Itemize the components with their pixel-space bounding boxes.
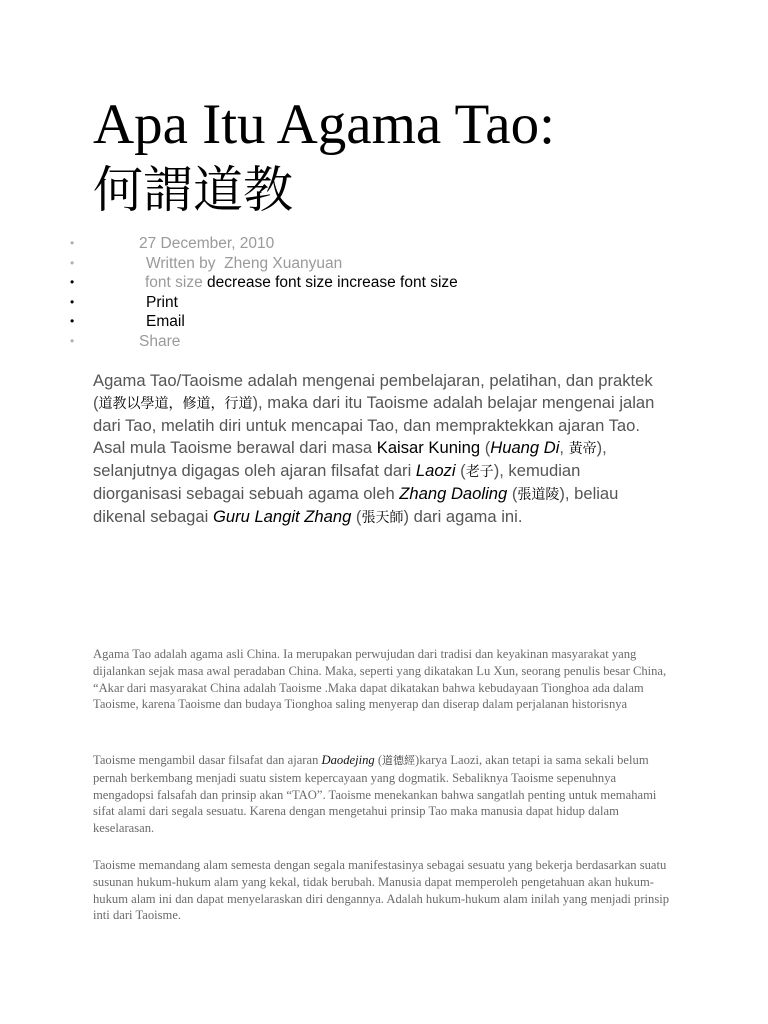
body-text: )karya Laozi, akan tetapi ia sama sekali belum pernah berkembang menjadi suatu sistem kepercayaan yang dogmatik. Sebaliknya Taoisme sepenuhnya mengadopsi falsafah dan prinsip akan “TAO”. Taoisme menekankan bahwa sangatlah penting untuk memahami sifat alami dari segala sesuatu. Karena dengan mengetahui prinsip Tao maka manusia dapat hidup dalam keselarasan. bbox=[93, 753, 657, 836]
meta-print-item bbox=[70, 293, 670, 313]
lead-paragraph bbox=[93, 370, 668, 529]
keyword-guru-langit-zhang: Guru Langit Zhang bbox=[212, 507, 352, 526]
body-text: Taoisme mengambil dasar filsafat dan ajaran bbox=[93, 753, 322, 767]
body-paragraph-2 bbox=[93, 752, 678, 837]
keyword-huang-di: Huang Di bbox=[490, 438, 560, 457]
meta-date-item bbox=[70, 234, 670, 254]
article-meta-list bbox=[70, 234, 670, 351]
keyword-laozi: Laozi bbox=[415, 461, 456, 480]
email-link[interactable]: Email bbox=[146, 313, 185, 330]
lead-text: ), beliau dikenal sebagai bbox=[93, 484, 619, 526]
lead-text: , bbox=[559, 438, 569, 457]
title-chinese: 何謂道教 bbox=[93, 161, 293, 219]
body-chinese-text: 道德經 bbox=[382, 754, 416, 767]
lead-chinese-text: 張道陵 bbox=[517, 487, 560, 503]
bullet-icon: • bbox=[70, 275, 75, 289]
keyword-zhang-daoling: Zhang Daoling bbox=[399, 484, 508, 503]
meta-font-size-item bbox=[70, 273, 670, 293]
author-line bbox=[146, 254, 342, 273]
bullet-icon: • bbox=[70, 333, 75, 348]
increase-font-link[interactable]: increase font size bbox=[337, 274, 458, 291]
lead-chinese-text: 老子 bbox=[465, 464, 494, 480]
font-size-controls bbox=[145, 273, 458, 292]
bullet-icon: • bbox=[70, 294, 75, 309]
bullet-icon: • bbox=[70, 255, 75, 270]
title-latin: Apa Itu Agama Tao: bbox=[93, 93, 555, 156]
print-link[interactable]: Print bbox=[146, 293, 178, 311]
lead-text: ( bbox=[507, 484, 518, 503]
bullet-icon: • bbox=[70, 236, 75, 250]
author-prefix: Written by bbox=[146, 254, 216, 272]
body-paragraph-1: Agama Tao adalah agama asli China. Ia merupakan perwujudan dari tradisi dan keyakinan masyarakat yang dijalankan sejak masa awal peradaban China. Maka, seperti yang dikatakan Lu Xun, seorang penulis besar China, “Akar dari masyarakat China adalah Taoisme .Maka dapat dikatakan bahwa kebudayaan Tionghoa ada dalam Taoisme, karena Taoisme dan budaya Tionghoa saling menyerap dan diserap dalam perjalanan historisnya bbox=[93, 647, 667, 712]
meta-email-item bbox=[70, 312, 670, 332]
publish-date: 27 December, 2010 bbox=[139, 235, 275, 252]
lead-text: ( bbox=[455, 461, 466, 480]
keyword-kaisar-kuning: Kaisar Kuning bbox=[376, 438, 481, 457]
author-name: Zheng Xuanyuan bbox=[224, 254, 343, 272]
lead-text: ( bbox=[480, 438, 491, 457]
decrease-font-link[interactable]: decrease font size bbox=[207, 274, 333, 291]
font-size-label: font size bbox=[145, 274, 203, 291]
article-title bbox=[93, 93, 753, 222]
lead-chinese-text: 道教以學道，修道，行道 bbox=[98, 396, 253, 412]
lead-text: ), selanjutnya digagas oleh ajaran filsafat dari bbox=[93, 438, 607, 480]
body-text: ( bbox=[374, 753, 383, 767]
meta-author-item bbox=[70, 254, 670, 274]
lead-text: ) dari agama ini. bbox=[403, 507, 523, 526]
keyword-daodejing: Daodejing bbox=[321, 753, 375, 767]
lead-chinese-text: 張天師 bbox=[361, 510, 404, 526]
lead-text: ), maka dari itu Taoisme adalah belajar mengenai jalan dari Tao, melatih diri untuk mencapai Tao, dan mempraktekkan ajaran Tao. Asal mula Taoisme berawal dari masa bbox=[93, 393, 655, 457]
bullet-icon: • bbox=[70, 314, 75, 328]
body-paragraph-3: Taoisme memandang alam semesta dengan segala manifestasinya sebagai sesuatu yang bekerja berdasarkan suatu susunan hukum-hukum alam yang kekal, tidak berubah. Manusia dapat memperoleh pengetahuan akan hukum-hukum alam ini dan dapat menyelaraskan diri dengannya. Adalah hukum-hukum alam inilah yang menjadi prinsip inti dari Taoisme. bbox=[93, 858, 670, 923]
lead-chinese-text: 黃帝 bbox=[568, 441, 597, 457]
share-link[interactable]: Share bbox=[139, 332, 181, 350]
lead-text: ), kemudian diorganisasi sebagai sebuah agama oleh bbox=[93, 461, 581, 503]
lead-text: Agama Tao/Taoisme adalah mengenai pembelajaran, pelatihan, dan praktek ( bbox=[93, 371, 653, 412]
lead-text: ( bbox=[351, 507, 362, 526]
meta-share-item bbox=[70, 332, 670, 352]
